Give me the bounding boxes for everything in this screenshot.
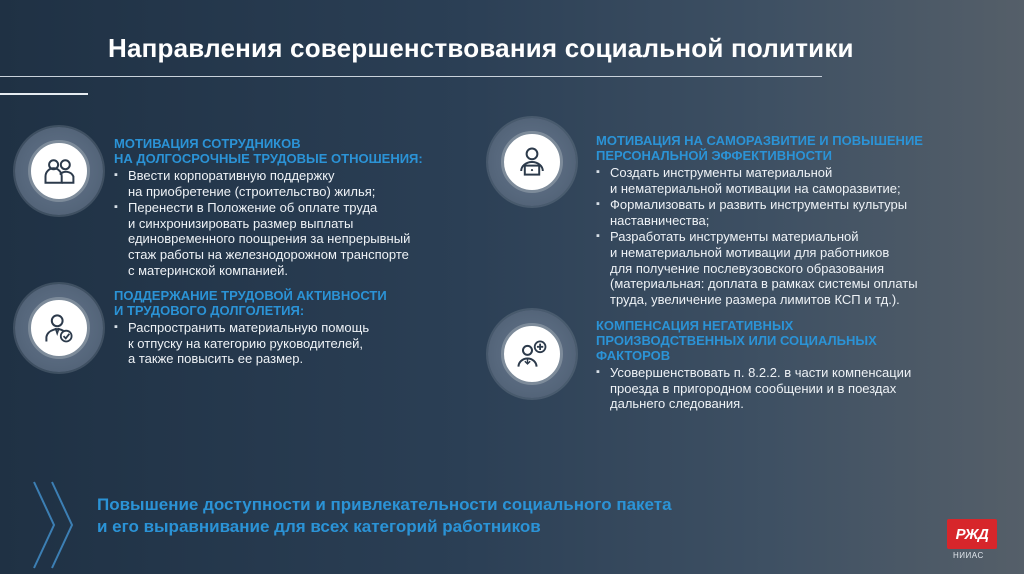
section-compensation	[596, 318, 911, 413]
list-item: ▪ Разработать инструменты материальной и нематериальной мотивации для работников для получение послевузовского образования (материальная: доплата в рамках системы оплаты труда, увеличение размера лимитов КСП и тд.).	[596, 229, 923, 307]
rzd-logo: РЖД	[947, 519, 997, 549]
group-badge	[488, 310, 576, 398]
slide-title: Направления совершенствования социальной политики	[108, 33, 854, 63]
list-item: ▪ Усовершенствовать п. 8.2.2. в части компенсации проезда в пригородном сообщении и в поездах дальнего следования.	[596, 365, 911, 412]
list-item: ▪ Создать инструменты материальной и нематериальной мотивации на саморазвитие;	[596, 165, 923, 196]
section-heading: МОТИВАЦИЯ НА САМОРАЗВИТИЕ И ПОВЫШЕНИЕ ПЕРСОНАЛЬНОЙ ЭФФЕКТИВНОСТИ	[596, 133, 923, 163]
list-item: ▪ Ввести корпоративную поддержку на приобретение (строительство) жилья;	[114, 168, 423, 199]
section-heading: ПОДДЕРЖАНИЕ ТРУДОВОЙ АКТИВНОСТИ И ТРУДОВОГО ДОЛГОЛЕТИЯ:	[114, 288, 387, 318]
section-items	[596, 365, 911, 412]
title-accent-line	[0, 93, 88, 95]
section-heading: КОМПЕНСАЦИЯ НЕГАТИВНЫХ ПРОИЗВОДСТВЕННЫХ ИЛИ СОЦИАЛЬНЫХ ФАКТОРОВ	[596, 318, 877, 363]
employee-badge	[15, 284, 103, 372]
list-item: ▪ Перенести в Положение об оплате труда и синхронизировать размер выплаты единовременного поощрения за непрерывный стаж работы на железнодорожном транспорте с материнской компанией.	[114, 200, 423, 278]
section-long-term-motivation	[114, 136, 423, 279]
person-laptop-icon	[514, 144, 550, 180]
section-items	[114, 320, 387, 367]
section-items	[114, 168, 423, 278]
section-heading: МОТИВАЦИЯ СОТРУДНИКОВ НА ДОЛГОСРОЧНЫЕ ТРУДОВЫЕ ОТНОШЕНИЯ:	[114, 136, 423, 166]
list-item: ▪ Формализовать и развить инструменты культуры наставничества;	[596, 197, 923, 228]
employee-check-icon	[41, 310, 77, 346]
footer-statement: Повышение доступности и привлекательности социального пакета и его выравнивание для всех категорий работников	[97, 495, 672, 536]
people-icon	[41, 153, 77, 189]
laptop-badge	[488, 118, 576, 206]
group-plus-icon	[514, 336, 550, 372]
title-divider	[0, 76, 822, 77]
list-item: ▪ Распространить материальную помощь к отпуску на категорию руководителей, а также повысить ее размер.	[114, 320, 387, 367]
section-items	[596, 165, 923, 307]
section-self-development	[596, 133, 923, 308]
logo-caption: НИИАС	[953, 551, 984, 560]
people-badge	[15, 127, 103, 215]
chevrons-icon	[30, 480, 84, 570]
section-labor-longevity	[114, 288, 387, 368]
